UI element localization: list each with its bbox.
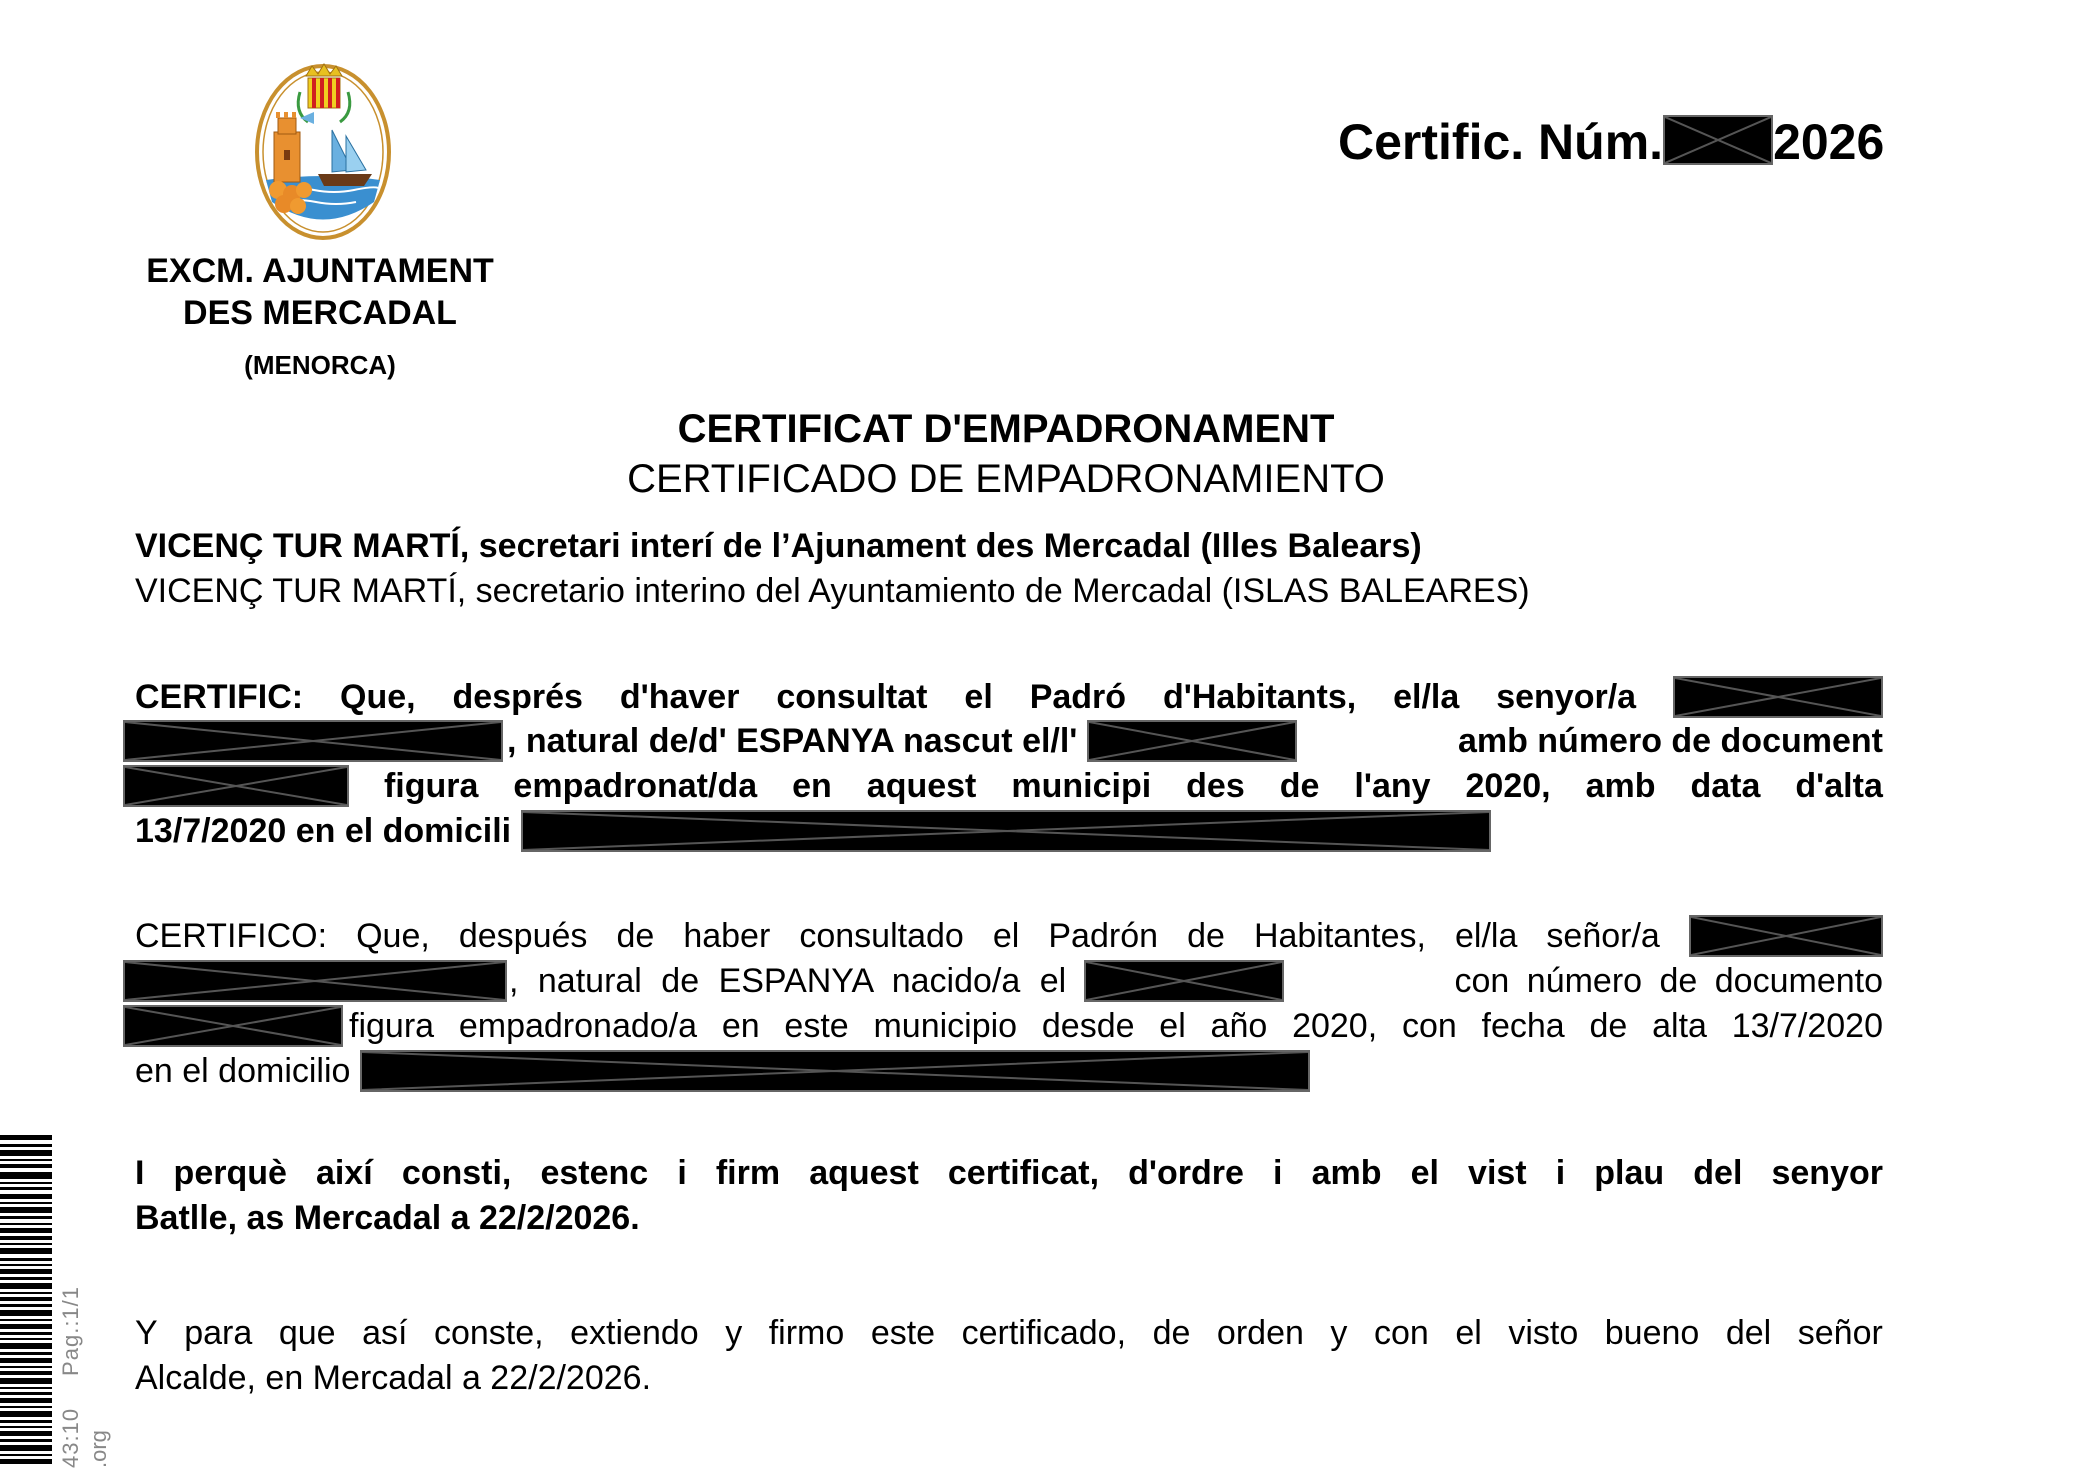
redacted-name bbox=[1689, 915, 1883, 957]
word: plau bbox=[1594, 1154, 1665, 1192]
word: municipi bbox=[1011, 767, 1152, 805]
word: Y bbox=[135, 1314, 158, 1352]
word: el bbox=[1455, 1314, 1482, 1352]
redacted-address bbox=[521, 810, 1491, 852]
cert-catalan-document: amb número de document bbox=[1457, 722, 1883, 760]
word: el bbox=[992, 917, 1020, 955]
word: i bbox=[1555, 1154, 1566, 1192]
word: consti, bbox=[401, 1154, 512, 1192]
title-catalan: CERTIFICAT D'EMPADRONAMENT bbox=[677, 407, 1335, 451]
redacted-name bbox=[1673, 676, 1883, 718]
word: Padrón bbox=[1048, 917, 1159, 955]
word: con bbox=[1401, 1007, 1457, 1045]
closing-spanish-line2: Alcalde, en Mercadal a 22/2/2026. bbox=[135, 1359, 652, 1397]
word: Padró bbox=[1029, 678, 1127, 716]
redacted-number bbox=[1663, 115, 1773, 165]
word: amb bbox=[1585, 767, 1656, 805]
word: firmo bbox=[768, 1314, 845, 1352]
word: que bbox=[278, 1314, 336, 1352]
word: perquè bbox=[173, 1154, 287, 1192]
cert-catalan-line4 bbox=[135, 810, 1883, 852]
word: CERTIFIC: bbox=[135, 678, 304, 716]
word: señor bbox=[1797, 1314, 1883, 1352]
word: municipio bbox=[873, 1007, 1018, 1045]
cert-spanish-line1 bbox=[135, 915, 1883, 957]
word: alta bbox=[1652, 1007, 1707, 1045]
word: d'haver bbox=[619, 678, 740, 716]
word: vist bbox=[1468, 1154, 1527, 1192]
word: i bbox=[1273, 1154, 1283, 1192]
word: senyor bbox=[1771, 1154, 1883, 1192]
word: con bbox=[1373, 1314, 1429, 1352]
word: de bbox=[616, 917, 655, 955]
margin-page-label: Pag.:1/1 bbox=[58, 1285, 83, 1376]
word: empadronado/a bbox=[458, 1007, 698, 1045]
word: I bbox=[135, 1154, 145, 1192]
cert-spanish-birthplace: , natural de ESPANYA nacido/a el bbox=[509, 962, 1067, 1000]
word: aquest bbox=[866, 767, 977, 805]
word: señor/a bbox=[1546, 917, 1660, 955]
word: extiendo bbox=[570, 1314, 699, 1352]
word: consultat bbox=[776, 678, 928, 716]
word: firm bbox=[715, 1154, 781, 1192]
cert-spanish-line3 bbox=[123, 1005, 1883, 1047]
word: en bbox=[792, 767, 832, 805]
word: certificado, bbox=[961, 1314, 1127, 1352]
word: després bbox=[452, 678, 583, 716]
redacted-document bbox=[123, 1005, 343, 1047]
word: así bbox=[362, 1314, 408, 1352]
redacted-name bbox=[123, 720, 503, 762]
word: el/la bbox=[1454, 917, 1518, 955]
word: de bbox=[1279, 767, 1320, 805]
cert-spanish-document: con número de documento bbox=[1454, 962, 1883, 1000]
word: desde bbox=[1041, 1007, 1135, 1045]
margin-time-and-page bbox=[58, 1286, 84, 1468]
cert-spanish-line3-text bbox=[349, 1006, 1883, 1046]
cert-catalan-address-label: 13/7/2020 en el domicili bbox=[135, 812, 512, 850]
redacted-document bbox=[123, 765, 349, 807]
closing-catalan-line2: Batlle, as Mercadal a 22/2/2026. bbox=[135, 1199, 640, 1237]
word: visto bbox=[1508, 1314, 1579, 1352]
word: orden bbox=[1216, 1314, 1304, 1352]
org-name-line2: DES MERCADAL bbox=[183, 294, 457, 332]
word: 2020, bbox=[1292, 1007, 1378, 1045]
word: d'alta bbox=[1795, 767, 1883, 805]
word: i bbox=[677, 1154, 687, 1192]
word: bueno bbox=[1604, 1314, 1700, 1352]
word: Que, bbox=[340, 678, 416, 716]
org-region: (MENORCA) bbox=[244, 350, 396, 380]
signatory-catalan: VICENÇ TUR MARTÍ, secretari interí de l’Ajunament des Mercadal (Illes Balears) bbox=[135, 527, 1422, 565]
barcode bbox=[0, 1135, 52, 1468]
word: de bbox=[1589, 1007, 1628, 1045]
cert-spanish-line2 bbox=[123, 960, 1883, 1002]
word: d'ordre bbox=[1128, 1154, 1244, 1192]
word: senyor/a bbox=[1496, 678, 1637, 716]
word: año bbox=[1210, 1007, 1268, 1045]
word: consultado bbox=[799, 917, 964, 955]
word: així bbox=[316, 1154, 373, 1192]
redacted-name bbox=[123, 960, 507, 1002]
cert-catalan-birthplace: , natural de/d' ESPANYA nascut el/l' bbox=[507, 722, 1078, 760]
word: de bbox=[1152, 1314, 1191, 1352]
word: después bbox=[458, 917, 588, 955]
word: el/la bbox=[1393, 678, 1460, 716]
word: 2020, bbox=[1465, 767, 1551, 805]
word: y bbox=[725, 1314, 743, 1352]
cert-catalan-line3 bbox=[123, 765, 1883, 807]
certificate-number-label: Certific. Núm. bbox=[1338, 114, 1664, 170]
word: y bbox=[1330, 1314, 1348, 1352]
word: l'any bbox=[1354, 767, 1431, 805]
word: haber bbox=[683, 917, 771, 955]
redacted-birthdate bbox=[1084, 960, 1284, 1002]
word: del bbox=[1693, 1154, 1743, 1192]
word: figura bbox=[349, 1007, 435, 1045]
cert-catalan-line1 bbox=[135, 676, 1883, 718]
word: data bbox=[1690, 767, 1761, 805]
word: aquest bbox=[809, 1154, 919, 1192]
word: estenc bbox=[540, 1154, 649, 1192]
word: des bbox=[1186, 767, 1245, 805]
word: de bbox=[1187, 917, 1225, 955]
word: Habitantes, bbox=[1253, 917, 1426, 955]
closing-catalan-line1 bbox=[135, 1153, 1883, 1193]
word: el bbox=[1410, 1154, 1439, 1192]
coat-of-arms-seal bbox=[254, 62, 392, 242]
title-spanish: CERTIFICADO DE EMPADRONAMIENTO bbox=[627, 457, 1385, 501]
word: el bbox=[1159, 1007, 1186, 1045]
word: para bbox=[184, 1314, 253, 1352]
word: conste, bbox=[433, 1314, 544, 1352]
signatory-spanish: VICENÇ TUR MARTÍ, secretario interino del Ayuntamiento de Mercadal (ISLAS BALEARES) bbox=[135, 572, 1530, 610]
redacted-address bbox=[360, 1050, 1310, 1092]
word: del bbox=[1725, 1314, 1772, 1352]
redacted-birthdate bbox=[1087, 720, 1297, 762]
word: CERTIFICO: bbox=[135, 917, 328, 955]
word: el bbox=[964, 678, 993, 716]
word: Que, bbox=[356, 917, 430, 955]
org-name-line1: EXCM. AJUNTAMENT bbox=[146, 252, 494, 290]
cert-spanish-address-label: en el domicilio bbox=[135, 1052, 351, 1090]
margin-domain: .org bbox=[86, 1430, 111, 1468]
cert-spanish-line4 bbox=[135, 1050, 1883, 1092]
word: figura bbox=[383, 767, 479, 805]
certificate-number bbox=[1338, 113, 1884, 171]
word: amb bbox=[1311, 1154, 1382, 1192]
word: este bbox=[784, 1007, 849, 1045]
word: en bbox=[721, 1007, 760, 1045]
word: fecha bbox=[1481, 1007, 1565, 1045]
certificate-year: 2026 bbox=[1773, 114, 1885, 170]
word: este bbox=[870, 1314, 936, 1352]
closing-spanish-line1 bbox=[135, 1313, 1883, 1353]
word: empadronat/da bbox=[513, 767, 758, 805]
word: certificat, bbox=[947, 1154, 1100, 1192]
word: d'Habitants, bbox=[1162, 678, 1357, 716]
word: 13/7/2020 bbox=[1731, 1007, 1883, 1045]
margin-time: 43:10 bbox=[58, 1407, 83, 1468]
cert-catalan-line2 bbox=[123, 720, 1883, 762]
